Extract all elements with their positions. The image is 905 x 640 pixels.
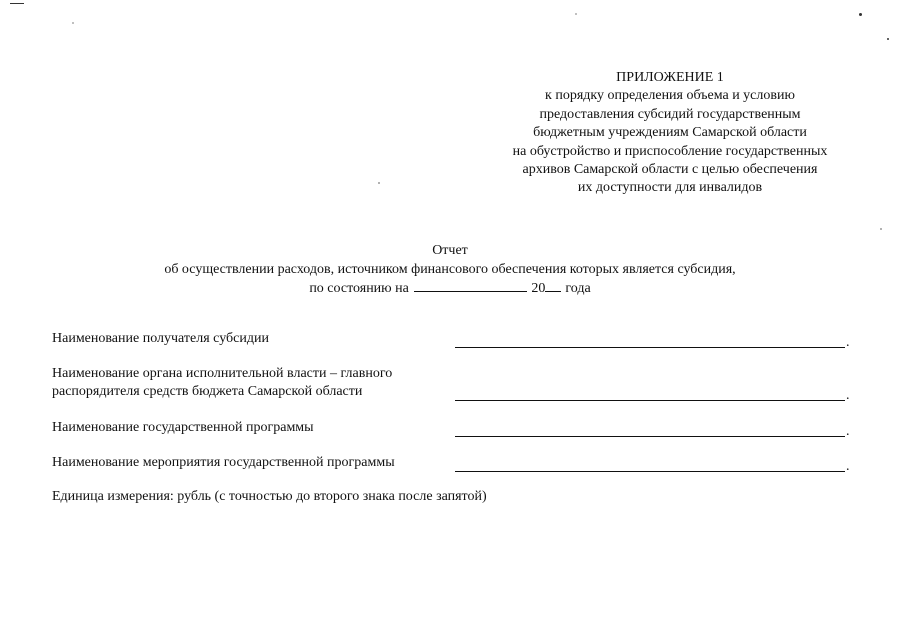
field-label: Наименование мероприятия государственной программы (52, 455, 395, 470)
report-title: Отчет (432, 243, 468, 258)
scan-speck (575, 13, 577, 15)
line-end-mark: . (846, 424, 850, 439)
activity-fill-line[interactable] (455, 457, 845, 472)
date-blank[interactable] (414, 279, 527, 292)
appendix-line: бюджетным учреждениям Самарской области (533, 125, 807, 141)
appendix-header (470, 69, 870, 198)
authority-fill-line[interactable] (455, 386, 845, 401)
appendix-line: архивов Самарской области с целью обеспечения (522, 162, 818, 178)
report-subtitle: об осуществлении расходов, источником финансового обеспечения которых является субсидия, (164, 261, 736, 277)
date-prefix: по состоянию на (309, 281, 409, 296)
appendix-line: их доступности для инвалидов (577, 180, 763, 196)
appendix-title: ПРИЛОЖЕНИЕ 1 (616, 70, 724, 85)
field-authority (52, 365, 392, 401)
field-label: распорядителя средств бюджета Самарской области (52, 384, 363, 399)
appendix-line: предоставления субсидий государственным (539, 106, 801, 122)
scan-speck (887, 38, 889, 40)
recipient-fill-line[interactable] (455, 333, 845, 348)
field-label: Наименование государственной программы (52, 420, 314, 435)
program-fill-line[interactable] (455, 422, 845, 437)
scan-speck (378, 182, 380, 184)
field-label: Наименование органа исполнительной власти – главного (52, 366, 393, 381)
scan-speck (859, 13, 862, 16)
scan-speck (880, 228, 882, 230)
scan-speck (10, 3, 24, 4)
field-recipient (52, 330, 269, 348)
units-note: Единица измерения: рубль (с точностью до второго знака после запятой) (52, 489, 487, 504)
date-suffix: года (565, 281, 591, 296)
field-label: Наименование получателя субсидии (52, 331, 269, 346)
date-year-prefix: 20 (531, 281, 546, 296)
report-heading (100, 242, 800, 299)
scan-speck (72, 22, 74, 24)
report-date-line (100, 279, 800, 299)
line-end-mark: . (846, 459, 850, 474)
year-blank[interactable] (545, 279, 561, 292)
field-program (52, 419, 314, 437)
line-end-mark: . (846, 388, 850, 403)
appendix-line: на обустройство и приспособление государственных (512, 143, 828, 159)
appendix-line: к порядку определения объема и условию (545, 88, 795, 104)
line-end-mark: . (846, 335, 850, 350)
field-program-activity (52, 454, 395, 472)
